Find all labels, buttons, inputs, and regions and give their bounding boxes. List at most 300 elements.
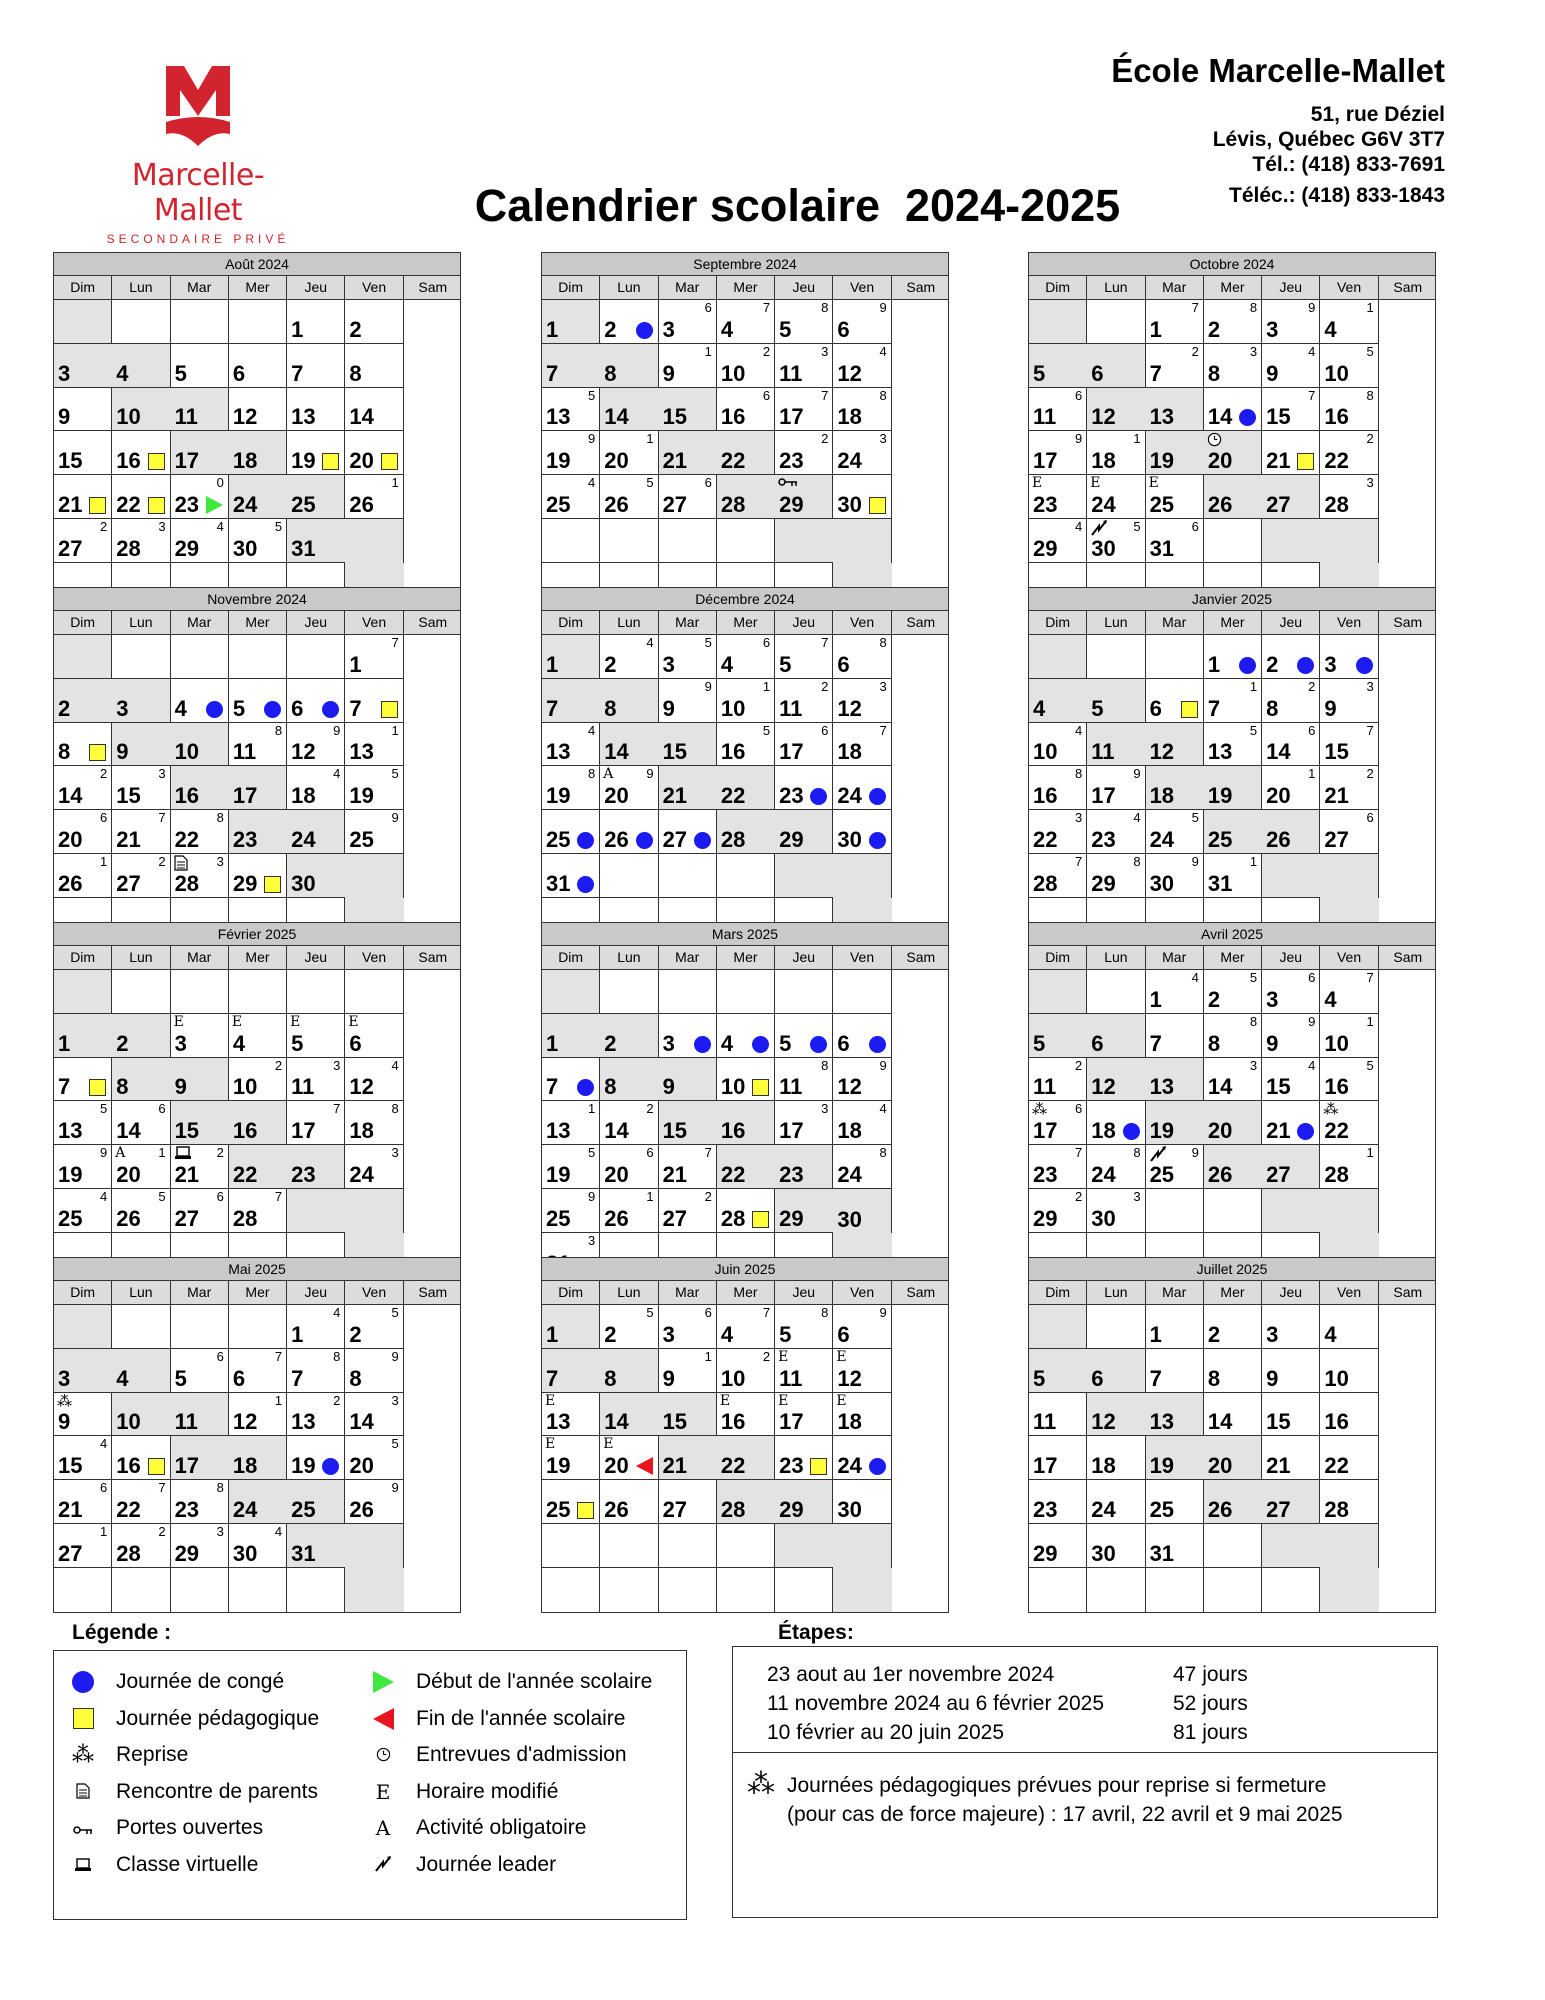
day-number: 23: [1033, 1161, 1058, 1187]
day-cell: [833, 1014, 891, 1058]
day-number: 4: [1324, 1321, 1337, 1347]
weekday-label: Jeu: [287, 276, 345, 299]
modified-schedule-icon: E: [719, 1392, 731, 1409]
cycle-day-number: 8: [879, 1145, 887, 1161]
weekday-label: Ven: [1320, 946, 1378, 969]
day-cell: [54, 810, 112, 854]
day-number: 12: [837, 360, 862, 386]
day-cell: [112, 1349, 170, 1393]
cycle-day-number: 1: [704, 1348, 712, 1364]
day-cell: [542, 431, 600, 475]
pedagogique-marker: [322, 453, 339, 470]
day-number: 15: [174, 1118, 200, 1144]
day-number: 3: [58, 1365, 71, 1391]
day-number: 26: [1207, 1496, 1233, 1522]
cycle-day-number: 6: [158, 1101, 166, 1117]
month-title: Mai 2025: [54, 1258, 460, 1281]
day-cell: [775, 766, 833, 810]
school-address-city: Lévis, Québec G6V 3T7: [1212, 128, 1445, 151]
day-number: 5: [174, 360, 187, 386]
weekday-label: Jeu: [1262, 1281, 1320, 1304]
day-number: 24: [1091, 491, 1116, 517]
cycle-day-number: 5: [391, 1436, 399, 1452]
day-number: 16: [1324, 1074, 1349, 1100]
day-cell: [1320, 1480, 1378, 1524]
weekday-label: Dim: [542, 946, 600, 969]
day-cell: [833, 1393, 891, 1437]
conge-marker: [322, 1458, 339, 1475]
cycle-day-number: 4: [879, 1101, 887, 1117]
cycle-day-number: 6: [1308, 722, 1316, 738]
day-cell: [1146, 1524, 1204, 1568]
day-number: 24: [1149, 826, 1175, 852]
day-number: 28: [232, 1205, 258, 1231]
day-number: 28: [720, 491, 746, 517]
day-cell: [229, 1568, 287, 1612]
day-number: 26: [604, 1205, 629, 1231]
day-cell: [717, 1305, 775, 1349]
legend-label: Classe virtuelle: [116, 1852, 259, 1876]
day-number: 29: [1033, 1205, 1058, 1231]
day-cell: [229, 766, 287, 810]
legend-item: [366, 1667, 652, 1697]
day-number: 30: [1091, 1205, 1116, 1231]
day-cell: [1204, 810, 1262, 854]
day-number: 22: [1324, 1118, 1349, 1144]
day-number: 11: [779, 1365, 803, 1391]
day-cell: [1320, 1305, 1378, 1349]
day-number: 30: [837, 1496, 862, 1522]
cycle-day-number: 1: [1249, 678, 1258, 694]
weekday-label: Jeu: [775, 946, 833, 969]
day-cell: [229, 1014, 287, 1058]
laptop-icon: [74, 1853, 92, 1877]
day-number: 25: [291, 491, 316, 517]
day-cell: [345, 1014, 403, 1058]
day-number: 27: [1266, 1496, 1291, 1522]
day-cell: [717, 344, 775, 388]
day-number: 9: [1266, 360, 1279, 386]
day-number: 23: [779, 448, 804, 474]
weekday-header: [1029, 276, 1435, 300]
day-number: 23: [174, 491, 200, 517]
month-title: Février 2025: [54, 923, 460, 946]
weekday-label: Lun: [112, 276, 170, 299]
cycle-day-number: 5: [100, 1101, 108, 1117]
day-number: 23: [779, 783, 804, 809]
day-cell: [229, 475, 287, 519]
day-number: 12: [1091, 404, 1116, 430]
day-cell: [1262, 1393, 1320, 1437]
day-number: 5: [779, 1030, 792, 1056]
day-cell: [542, 1393, 600, 1437]
day-cell: [112, 1014, 170, 1058]
weekday-label: Jeu: [1262, 276, 1320, 299]
cycle-day-number: 8: [1133, 1145, 1141, 1161]
day-cell: [1146, 1305, 1204, 1349]
cycle-day-number: 1: [1308, 766, 1316, 782]
day-number: 18: [1091, 1453, 1116, 1479]
day-number: 2: [349, 316, 362, 342]
day-number: 27: [1266, 1161, 1291, 1187]
cycle-day-number: 2: [1075, 1188, 1083, 1204]
day-number: 16: [116, 448, 141, 474]
mandatory-activity-icon: A: [115, 1145, 126, 1162]
cycle-day-number: 7: [821, 387, 829, 403]
day-number: 25: [546, 1496, 571, 1522]
day-number: 15: [662, 1409, 688, 1435]
day-cell: [542, 679, 600, 723]
day-cell: [1320, 1349, 1378, 1393]
day-cell: [659, 1305, 717, 1349]
weekday-label: Sam: [906, 279, 936, 295]
conge-marker: [1123, 1123, 1140, 1140]
cycle-day-number: 2: [158, 853, 166, 869]
day-number: 1: [1207, 651, 1221, 677]
day-cell: [1146, 970, 1204, 1014]
day-number: 11: [1033, 1409, 1057, 1435]
day-number: 26: [116, 1205, 141, 1231]
day-number: 12: [232, 404, 258, 430]
day-number: 16: [720, 739, 746, 765]
clock-icon: [376, 1743, 391, 1767]
day-cell: [345, 810, 403, 854]
school-address-street: 51, rue Déziel: [1310, 103, 1445, 126]
cycle-day-number: 5: [646, 475, 654, 491]
day-cell: [717, 300, 775, 344]
legend-item: [366, 1704, 625, 1734]
day-number: 27: [662, 1205, 688, 1231]
weekday-label: Mer: [717, 611, 775, 634]
day-cell: [1320, 1568, 1378, 1612]
weekday-label: Sam: [906, 1284, 936, 1300]
weekday-label: Dim: [1029, 611, 1087, 634]
cycle-day-number: 8: [1249, 1013, 1258, 1029]
day-cell: [229, 1393, 287, 1437]
day-number: 15: [1266, 1074, 1291, 1100]
cycle-day-number: 9: [391, 1348, 399, 1364]
legend-item: [66, 1704, 319, 1734]
day-cell: [1320, 810, 1378, 854]
day-cell: [1262, 1524, 1320, 1568]
cycle-day-number: 7: [762, 1305, 771, 1320]
day-cell: [1320, 854, 1378, 898]
day-number: 27: [662, 826, 688, 852]
day-cell: [54, 1349, 112, 1393]
day-number: 1: [1149, 316, 1162, 342]
modified-schedule-icon: E: [173, 1013, 184, 1030]
mandatory-activity-icon: A: [603, 766, 614, 783]
conge-marker: [810, 788, 827, 805]
day-number: 24: [291, 826, 316, 852]
etapes-divider: [733, 1752, 1437, 1753]
day-cell: [229, 970, 287, 1014]
reprise-icon: ⁂: [72, 1742, 94, 1768]
day-cell: [600, 431, 658, 475]
weekday-label: Ven: [833, 1281, 891, 1304]
cycle-day-number: 5: [1249, 970, 1258, 985]
day-number: 19: [58, 1161, 83, 1187]
day-cell: [229, 1349, 287, 1393]
cycle-day-number: 3: [1366, 678, 1374, 694]
day-cell: [345, 388, 403, 432]
day-number: 26: [1207, 491, 1233, 517]
green-triangle-icon: [373, 1671, 394, 1693]
day-cell: [1146, 723, 1204, 767]
day-number: 8: [349, 1365, 362, 1391]
day-cell: [600, 388, 658, 432]
day-number: 17: [232, 783, 258, 809]
day-number: 24: [232, 491, 258, 517]
day-number: 13: [546, 1409, 571, 1435]
day-number: 9: [1324, 695, 1337, 721]
day-cell: [112, 519, 170, 563]
day-number: 9: [662, 1365, 675, 1391]
weekday-label: Dim: [54, 946, 112, 969]
day-cell: [112, 766, 170, 810]
weekday-label: Dim: [54, 276, 112, 299]
day-cell: [542, 766, 600, 810]
day-number: 12: [837, 695, 862, 721]
day-number: 9: [58, 404, 71, 430]
cycle-day-number: 9: [333, 722, 341, 738]
day-number: 26: [604, 826, 629, 852]
conge-marker: [694, 832, 711, 849]
day-cell: [112, 810, 170, 854]
cycle-day-number: 9: [1075, 431, 1083, 447]
day-number: 19: [546, 448, 571, 474]
cycle-day-number: 7: [1366, 970, 1374, 985]
day-cell: [833, 854, 891, 898]
cycle-day-number: 6: [1075, 387, 1083, 403]
day-number: 14: [58, 783, 83, 809]
day-cell: [1029, 1349, 1087, 1393]
day-number: 29: [1091, 870, 1116, 896]
legend-label: Journée pédagogique: [116, 1706, 320, 1730]
cycle-day-number: 7: [391, 635, 399, 650]
day-cell: [775, 475, 833, 519]
weekday-label: Mar: [659, 946, 717, 969]
day-cell: [112, 388, 170, 432]
cycle-day-number: 1: [704, 343, 712, 359]
day-cell: [659, 766, 717, 810]
day-number: 12: [837, 1365, 862, 1391]
day-number: 10: [232, 1074, 258, 1100]
day-number: 2: [1207, 986, 1221, 1012]
day-cell: [54, 679, 112, 723]
day-cell: [112, 679, 170, 723]
day-number: 22: [1324, 448, 1349, 474]
reprise-note: [787, 1771, 1343, 1829]
day-number: 30: [837, 826, 862, 852]
day-number: 20: [604, 1161, 629, 1187]
day-cell: [717, 1393, 775, 1437]
red-triangle-icon: [373, 1708, 394, 1730]
day-cell: [1320, 635, 1378, 679]
weekday-header: [1029, 611, 1435, 635]
day-number: 5: [1033, 1365, 1046, 1391]
day-number: 9: [662, 1074, 675, 1100]
day-number: 14: [349, 1409, 374, 1435]
etape-2-period: 11 novembre 2024 au 6 février 2025: [767, 1692, 1105, 1715]
day-cell: [54, 1101, 112, 1145]
day-number: 31: [546, 870, 571, 896]
day-cell: [171, 1305, 229, 1349]
day-cell: [542, 344, 600, 388]
legend-symbol: [66, 1671, 100, 1693]
cycle-day-number: 8: [391, 1101, 399, 1117]
weekday-label: Sam: [1393, 949, 1423, 965]
day-number: 11: [1033, 1074, 1057, 1100]
day-number: 18: [837, 1409, 862, 1435]
cycle-day-number: 5: [588, 387, 596, 403]
conge-marker: [1297, 657, 1314, 674]
day-cell: [600, 854, 658, 898]
day-cell: [345, 1349, 403, 1393]
day-number: 3: [1266, 1321, 1279, 1347]
day-cell: [1146, 519, 1204, 563]
day-number: 8: [1207, 1365, 1221, 1391]
day-cell: [171, 1393, 229, 1437]
day-number: 13: [58, 1118, 83, 1144]
day-cell: [54, 475, 112, 519]
day-cell: [287, 1058, 345, 1102]
day-cell: [1320, 300, 1378, 344]
day-cell: [833, 679, 891, 723]
day-number: 13: [1149, 1409, 1175, 1435]
day-number: 4: [720, 651, 734, 677]
day-number: 14: [1207, 1409, 1233, 1435]
day-cell: [1146, 344, 1204, 388]
day-cell: [600, 723, 658, 767]
cycle-day-number: 9: [1133, 766, 1141, 782]
day-number: 1: [1149, 986, 1162, 1012]
day-cell: [833, 723, 891, 767]
day-cell: [833, 431, 891, 475]
day-cell: [1029, 1568, 1087, 1612]
day-cell: [1029, 1189, 1087, 1233]
day-number: 17: [779, 404, 804, 430]
modified-schedule-icon: E: [836, 1392, 847, 1409]
day-cell: [171, 1145, 229, 1189]
day-cell: [833, 1101, 891, 1145]
day-number: 20: [116, 1161, 141, 1187]
day-cell: [1087, 344, 1145, 388]
day-cell: [1087, 679, 1145, 723]
day-cell: [717, 431, 775, 475]
day-cell: [1204, 1101, 1262, 1145]
day-cell: [600, 970, 658, 1014]
weekday-label: Mer: [229, 611, 287, 634]
weekday-label: Mer: [229, 946, 287, 969]
day-cell: [1262, 810, 1320, 854]
reprise-note-line-1: Journées pédagogiques prévues pour reprise si fermeture: [787, 1774, 1327, 1797]
cycle-day-number: 8: [274, 722, 283, 738]
day-number: 26: [604, 1496, 629, 1522]
day-cell: [717, 519, 775, 563]
logo-subtitle: SECONDAIRE PRIVÉ: [106, 232, 290, 246]
cycle-day-number: 5: [646, 1305, 654, 1320]
cycle-day-number: 8: [216, 1480, 224, 1496]
day-cell: [1029, 723, 1087, 767]
day-cell: [659, 679, 717, 723]
day-number: 27: [116, 870, 141, 896]
day-number: 8: [1207, 1030, 1221, 1056]
cycle-day-number: 7: [704, 1145, 712, 1161]
day-cell: [717, 854, 775, 898]
pedagogique-marker: [89, 497, 106, 514]
day-cell: [833, 1145, 891, 1189]
day-number: 10: [1033, 739, 1058, 765]
cycle-day-number: 6: [1366, 810, 1374, 826]
cycle-day-number: 5: [391, 766, 399, 782]
day-cell: [1087, 723, 1145, 767]
day-number: 1: [1149, 1321, 1162, 1347]
cycle-day-number: 2: [704, 1188, 712, 1204]
day-cell: [775, 1058, 833, 1102]
day-cell: [833, 344, 891, 388]
cycle-day-number: 9: [1308, 300, 1316, 315]
day-number: 11: [232, 739, 257, 765]
logo-emblem-icon: [162, 60, 234, 152]
day-number: 30: [1091, 1540, 1116, 1566]
legend-symbol: [366, 1853, 400, 1877]
day-cell: [287, 970, 345, 1014]
day-cell: [833, 635, 891, 679]
day-cell: [54, 1524, 112, 1568]
day-number: 13: [546, 1118, 571, 1144]
cycle-day-number: 2: [100, 518, 108, 534]
day-number: 6: [837, 316, 850, 342]
day-cell: [171, 970, 229, 1014]
day-cell: [600, 679, 658, 723]
day-cell: [112, 344, 170, 388]
day-number: 22: [174, 826, 200, 852]
day-cell: [1320, 475, 1378, 519]
weekday-label: Ven: [833, 276, 891, 299]
day-number: 11: [174, 1409, 198, 1435]
day-number: 11: [291, 1074, 315, 1100]
day-number: 18: [291, 783, 316, 809]
lightning-icon: [1090, 520, 1108, 540]
weekday-header: [1029, 1281, 1435, 1305]
day-number: 8: [604, 1365, 617, 1391]
day-number: 7: [546, 1365, 559, 1391]
day-cell: [1204, 1014, 1262, 1058]
cycle-day-number: 6: [704, 300, 712, 315]
conge-marker: [322, 701, 339, 718]
day-cell: [542, 388, 600, 432]
day-cell: [775, 1101, 833, 1145]
day-cell: [833, 766, 891, 810]
day-cell: [1262, 1101, 1320, 1145]
day-cell: [717, 1524, 775, 1568]
day-cell: [1262, 723, 1320, 767]
day-cell: [1029, 344, 1087, 388]
cycle-day-number: 8: [1366, 387, 1374, 403]
weekday-label: Mer: [717, 276, 775, 299]
weekday-label: Lun: [1087, 946, 1145, 969]
conge-marker: [1239, 657, 1256, 674]
fin-marker: [636, 1457, 653, 1475]
day-number: 22: [720, 1453, 746, 1479]
cycle-day-number: 5: [391, 1305, 399, 1320]
cycle-day-number: 3: [821, 1101, 829, 1117]
cycle-day-number: 9: [879, 300, 887, 315]
day-cell: [1087, 1393, 1145, 1437]
day-cell: [54, 1568, 112, 1612]
pedagogique-marker: [89, 744, 106, 761]
